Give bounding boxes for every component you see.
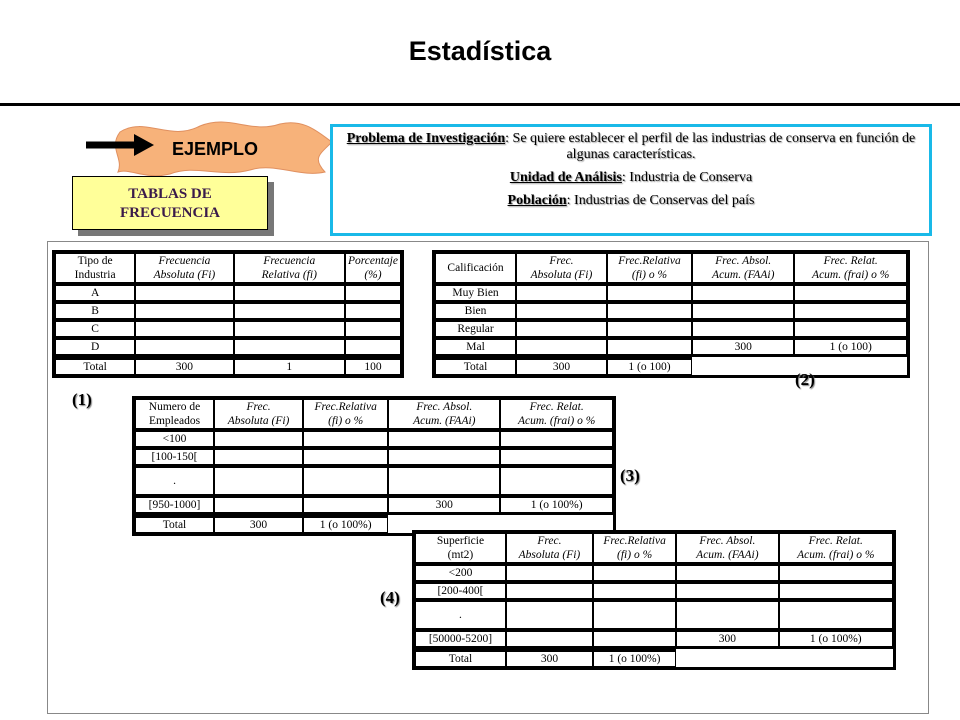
header-line: Acum. (frai) o % (812, 269, 890, 281)
value-cell: 1 (o 100) (794, 339, 907, 357)
value-cell (234, 303, 345, 321)
category-cell: [950-1000] (135, 497, 214, 515)
title-divider (0, 103, 960, 106)
total-value: 100 (345, 357, 401, 375)
value-cell (516, 321, 607, 339)
header-line: Acum. (frai) o % (797, 549, 875, 561)
total-value: 300 (214, 515, 303, 533)
value-cell (388, 467, 500, 497)
table-number-2: (2) (795, 370, 815, 389)
table-row (55, 339, 401, 357)
value-cell (345, 285, 401, 303)
category-cell: Bien (435, 303, 516, 321)
header-line: Absoluta (Fi) (227, 415, 290, 427)
total-row (415, 649, 893, 667)
column-header (607, 253, 692, 285)
table-row (415, 631, 893, 649)
total-label: Total (135, 515, 214, 533)
header-line: Acum. (frai) o % (518, 415, 596, 427)
header-line: (mt2) (447, 549, 474, 561)
column-header (516, 253, 607, 285)
table-row (55, 303, 401, 321)
table-row (415, 583, 893, 601)
column-header (388, 399, 500, 431)
frequency-table-4 (412, 530, 896, 670)
value-cell (516, 285, 607, 303)
category-cell: Mal (435, 339, 516, 357)
value-cell (500, 467, 613, 497)
table-row (435, 339, 907, 357)
total-row (435, 357, 907, 375)
value-cell (607, 303, 692, 321)
header-line: Frec. (246, 401, 271, 413)
value-cell (303, 449, 388, 467)
value-cell (506, 631, 593, 649)
value-cell (345, 321, 401, 339)
total-value: 1 (234, 357, 345, 375)
value-cell (593, 631, 676, 649)
header-line: Acum. (FAAi) (712, 269, 775, 281)
value-cell (135, 303, 233, 321)
category-cell: Regular (435, 321, 516, 339)
header-line: Frec. Relat. (823, 255, 878, 267)
value-cell (506, 601, 593, 631)
total-label: Total (55, 357, 135, 375)
value-cell: 300 (692, 339, 794, 357)
value-cell (214, 431, 303, 449)
column-header (676, 533, 778, 565)
table-number-3: (3) (620, 466, 640, 485)
column-header (506, 533, 593, 565)
value-cell (234, 339, 345, 357)
value-cell (135, 321, 233, 339)
total-label: Total (435, 357, 516, 375)
header-line: Absoluta (Fi) (518, 549, 581, 561)
category-cell: [100-150[ (135, 449, 214, 467)
column-header (135, 253, 233, 285)
value-cell (676, 601, 778, 631)
category-cell: <100 (135, 431, 214, 449)
problem-label: Problema de Investigación (346, 131, 506, 146)
total-value: 300 (516, 357, 607, 375)
header-line: Absoluta (Fi) (530, 269, 593, 281)
value-cell (345, 303, 401, 321)
table-number-1: (1) (72, 390, 92, 409)
header-line: Acum. (FAAi) (696, 549, 759, 561)
header-line: Frec. Relat. (808, 535, 863, 547)
column-header (415, 533, 506, 565)
column-header (779, 533, 893, 565)
value-cell (500, 431, 613, 449)
total-value: 1 (o 100%) (303, 515, 388, 533)
empty-cell (676, 649, 893, 667)
table-row (435, 285, 907, 303)
total-row (55, 357, 401, 375)
value-cell (607, 285, 692, 303)
header-line: Frecuencia (158, 255, 211, 267)
value-cell (303, 497, 388, 515)
header-line: Superficie (436, 535, 485, 547)
table-row (135, 449, 613, 467)
unit-label: Unidad de Análisis (509, 170, 622, 185)
value-cell (593, 583, 676, 601)
value-cell (516, 303, 607, 321)
value-cell (214, 497, 303, 515)
header-row (55, 253, 401, 285)
header-line: Frec.Relativa (618, 255, 681, 267)
category-cell: Muy Bien (435, 285, 516, 303)
problem-text: : Se quiere establecer el perfil de las industrias de conserva en función de algunas características. (505, 131, 916, 162)
column-header (345, 253, 401, 285)
header-line: (%) (364, 269, 382, 281)
header-line: Frec. (549, 255, 574, 267)
header-line: Relativa (fi) (261, 269, 317, 281)
unit-text: : Industria de Conserva (621, 170, 753, 185)
category-cell: . (135, 467, 214, 497)
frequency-table-2 (432, 250, 910, 378)
tablas-box (72, 176, 268, 230)
frequency-table-1 (52, 250, 404, 378)
value-cell (692, 321, 794, 339)
value-cell (593, 601, 676, 631)
header-row (435, 253, 907, 285)
value-cell (593, 565, 676, 583)
column-header (593, 533, 676, 565)
header-line: Frec. Absol. (416, 401, 473, 413)
value-cell (388, 449, 500, 467)
table-row (135, 467, 613, 497)
header-line: Frec. Relat. (529, 401, 584, 413)
value-cell (794, 321, 907, 339)
tablas-line2: FRECUENCIA (119, 205, 220, 221)
value-cell (779, 601, 893, 631)
value-cell (692, 285, 794, 303)
value-cell (779, 583, 893, 601)
value-cell (676, 583, 778, 601)
header-line: Frecuencia (263, 255, 316, 267)
problem-box (330, 124, 932, 236)
column-header (303, 399, 388, 431)
category-cell: [200-400[ (415, 583, 506, 601)
column-header (55, 253, 135, 285)
value-cell (516, 339, 607, 357)
value-cell: 300 (388, 497, 500, 515)
header-line: Frec. (537, 535, 562, 547)
arrow-right-icon (84, 132, 156, 158)
population-label: Población (507, 193, 567, 208)
value-cell (234, 321, 345, 339)
table-row (435, 321, 907, 339)
value-cell: 300 (676, 631, 778, 649)
header-line: Absoluta (Fi) (153, 269, 216, 281)
header-line: Tipo de (77, 255, 113, 267)
table-number-4: (4) (380, 588, 400, 607)
header-line: Numero de (148, 401, 201, 413)
column-header (435, 253, 516, 285)
value-cell (692, 303, 794, 321)
value-cell (607, 339, 692, 357)
value-cell (676, 565, 778, 583)
value-cell (135, 339, 233, 357)
table-row (435, 303, 907, 321)
value-cell (214, 449, 303, 467)
tablas-line1: TABLAS DE (128, 186, 212, 202)
category-cell: [50000-5200] (415, 631, 506, 649)
header-line: Porcentaje (347, 255, 398, 267)
value-cell: 1 (o 100%) (500, 497, 613, 515)
header-line: Calificación (447, 262, 504, 274)
column-header (135, 399, 214, 431)
value-cell (345, 339, 401, 357)
total-value: 300 (135, 357, 233, 375)
table-row (415, 565, 893, 583)
total-value: 1 (o 100) (607, 357, 692, 375)
header-row (415, 533, 893, 565)
population-text: : Industrias de Conservas del país (566, 193, 755, 208)
value-cell (388, 431, 500, 449)
total-value: 300 (506, 649, 593, 667)
value-cell (303, 431, 388, 449)
header-line: Industria (74, 269, 116, 281)
column-header (794, 253, 907, 285)
table-row (415, 601, 893, 631)
category-cell: <200 (415, 565, 506, 583)
value-cell (234, 285, 345, 303)
value-cell (794, 303, 907, 321)
category-cell: A (55, 285, 135, 303)
header-row (135, 399, 613, 431)
value-cell (779, 565, 893, 583)
header-line: Acum. (FAAi) (413, 415, 476, 427)
value-cell (607, 321, 692, 339)
header-line: (fi) o % (328, 415, 364, 427)
category-cell: C (55, 321, 135, 339)
value-cell (214, 467, 303, 497)
table-row (135, 497, 613, 515)
column-header (500, 399, 613, 431)
header-line: Frec.Relativa (603, 535, 666, 547)
column-header (234, 253, 345, 285)
value-cell (135, 285, 233, 303)
table-row (55, 285, 401, 303)
column-header (692, 253, 794, 285)
category-cell: . (415, 601, 506, 631)
value-cell (506, 583, 593, 601)
ejemplo-label: EJEMPLO (172, 139, 259, 159)
total-value: 1 (o 100%) (593, 649, 676, 667)
value-cell: 1 (o 100%) (779, 631, 893, 649)
header-line: (fi) o % (631, 269, 668, 281)
total-label: Total (415, 649, 506, 667)
value-cell (506, 565, 593, 583)
value-cell (794, 285, 907, 303)
value-cell (303, 467, 388, 497)
table-row (135, 431, 613, 449)
value-cell (500, 449, 613, 467)
category-cell: B (55, 303, 135, 321)
frequency-table-3 (132, 396, 616, 536)
header-line: Frec.Relativa (314, 401, 377, 413)
table-row (55, 321, 401, 339)
page-title: Estadística (408, 36, 552, 66)
header-line: Empleados (148, 415, 201, 427)
header-line: (fi) o % (617, 549, 653, 561)
header-line: Frec. Absol. (715, 255, 772, 267)
category-cell: D (55, 339, 135, 357)
header-line: Frec. Absol. (699, 535, 756, 547)
column-header (214, 399, 303, 431)
